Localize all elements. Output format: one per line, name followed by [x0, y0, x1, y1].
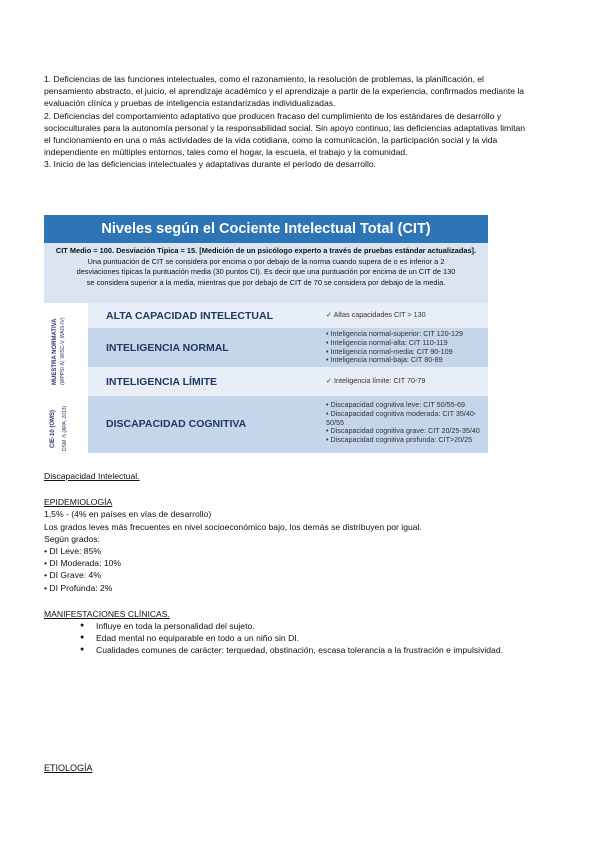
epi-grade: • DI Moderada: 10%	[44, 558, 122, 569]
figure-line-3: desviaciones típicas la puntuación media (30 puntos CI). Es decir que una puntuación por encima de un CIT de 130	[76, 267, 456, 276]
epi-line-1: 1,5% - (4% en países en vías de desarrollo)	[44, 509, 212, 520]
row-items	[326, 377, 425, 386]
row-discapacidad-cognitiva	[88, 396, 488, 453]
row-items	[326, 330, 463, 365]
row-items	[326, 311, 426, 320]
figure-intro	[44, 243, 488, 303]
figure-line-1: CIT Medio = 100. Desviación Típica = 15. [Medición de un psicólogo experto a través de pruebas estándar actualizadas].	[55, 246, 477, 255]
row-item: • Inteligencia normal-superior: CIT 120-129	[326, 329, 464, 338]
row-name: DISCAPACIDAD COGNITIVA	[106, 418, 247, 430]
heading-manifestaciones: MANIFESTACIONES CLÍNICAS.	[44, 608, 170, 619]
row-item: ✓ Altas capacidades CIT > 130	[326, 310, 426, 319]
side-dsm-text: DSM -5 (APA, 2013)	[62, 405, 68, 451]
clinical-item: ● Cualidades comunes de carácter: terquedad, obstinación, escasa tolerancia a la frustración e impulsividad.	[80, 644, 554, 656]
side-cie-text: CIE-10 (OMS)	[50, 409, 56, 448]
row-items	[326, 401, 480, 445]
row-item: • Inteligencia normal-alta: CIT 110-119	[326, 337, 448, 347]
figure-title: Niveles según el Cociente Intelectual Total (CIT)	[44, 215, 488, 243]
figure-line-4: se considera superior a la media, mientras que por debajo de CIT de 70 se considera por debajo de la media.	[86, 277, 446, 287]
row-item: ✓ Inteligencia límite: CIT 70-79	[326, 376, 426, 385]
clinical-list	[44, 620, 554, 657]
row-inteligencia-normal	[88, 328, 488, 367]
figure-line-2: Una puntuación de CIT se considera por encima o por debajo de la norma cuando supera de o es inferior a 2	[87, 256, 445, 266]
row-item: 50/55	[326, 417, 344, 427]
row-name: INTELIGENCIA LÍMITE	[106, 376, 218, 388]
row-item: • Discapacidad cognitiva grave: CIT 20/25-35/40	[326, 426, 480, 436]
criterion-2: 2. Deficiencias del comportamiento adaptativo que producen fracaso del cumplimiento de los estándares de desarrollo y socioculturales para la autonomía personal y la responsabilidad social. Sin apoyo continuo, las deficiencias adaptativas limitan el funcionamiento en una o más actividades de la vida cotidiana, como la comunicación, la participación social y la vida independiente en múltiples entornos, tales como el hogar, la escuela, el trabajo y la comunidad.	[44, 110, 526, 158]
criterion-1: 1. Deficiencias de las funciones intelectuales, como el razonamiento, la resolución de problemas, la planificación, el pensamiento abstracto, el juicio, el aprendizaje académico y el aprendizaje a partir de la experiencia, confirmados mediante la evaluación clínica y pruebas de inteligencia estandarizadas individualizadas.	[44, 74, 525, 109]
clinical-item: ● Edad mental no equiparable en todo a un niño sin DI.	[80, 632, 554, 644]
diagnostic-criteria	[44, 73, 532, 171]
row-inteligencia-limite	[88, 367, 488, 396]
section-title-di: Discapacidad Intelectual.	[44, 471, 140, 481]
document-body	[44, 470, 554, 657]
row-name: INTELIGENCIA NORMAL	[106, 342, 229, 354]
row-name: ALTA CAPACIDAD INTELECTUAL	[106, 310, 274, 322]
epi-line-2: Los grados leves más frecuentes en nivel socioeconómico bajo, los demás se distribuyen por igual.	[44, 521, 422, 532]
side-muestra-sub: (WPPSI-IV, WISC-V, WAIS-IV)	[60, 317, 66, 385]
side-muestra-text: MUESTRA NORMATIVA	[52, 318, 58, 385]
clinical-item: ● Influye en toda la personalidad del sujeto.	[80, 620, 554, 632]
row-item: • Discapacidad cognitiva moderada: CIT 35/40-	[326, 408, 477, 418]
side-label-muestra	[44, 303, 88, 396]
cit-levels-figure	[44, 215, 488, 453]
epi-grade: • DI Leve: 85%	[44, 546, 101, 557]
row-alta-capacidad	[88, 303, 488, 328]
epi-grade: • DI Profunda: 2%	[44, 582, 113, 593]
criterion-3: 3. Inicio de las deficiencias intelectuales y adaptativas durante el período de desarrollo.	[44, 159, 377, 170]
heading-etiologia: ETIOLOGÍA	[44, 763, 93, 773]
row-item: • Discapacidad cognitiva leve: CIT 50/55-69	[326, 400, 466, 409]
epi-line-3: Según grados:	[44, 533, 100, 544]
heading-epidemiologia: EPIDEMIOLOGÍA	[44, 497, 113, 508]
epi-grade: • DI Grave: 4%	[44, 570, 101, 581]
row-item: • Discapacidad cognitiva profunda: CIT>20/25	[326, 435, 473, 445]
row-item: • Inteligencia normal-media: CIT 90-109	[326, 346, 453, 356]
row-item: • Inteligencia normal-baja: CIT 80-89	[326, 355, 443, 365]
side-label-cie-dsm	[44, 396, 88, 453]
